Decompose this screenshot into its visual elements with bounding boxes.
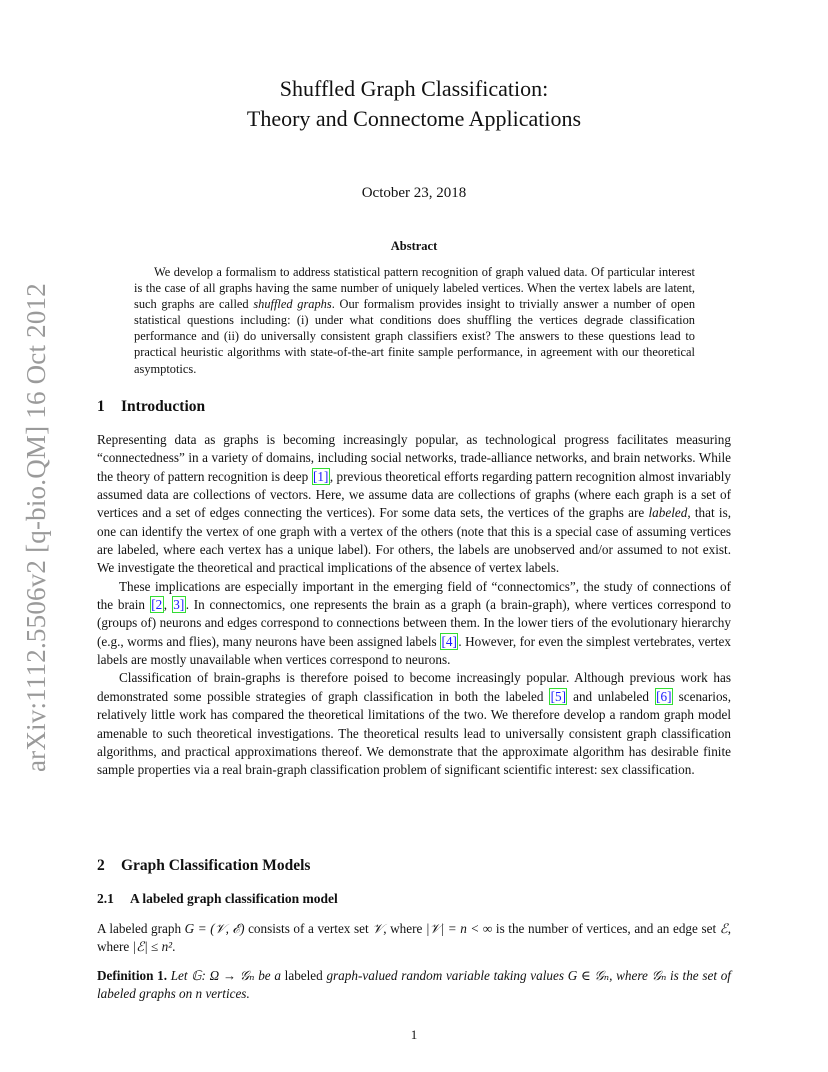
section-title: Introduction [121, 398, 206, 415]
introduction-body [97, 431, 731, 780]
text-run: is the number of vertices, and an edge set [492, 921, 720, 936]
text-run: , where [97, 921, 732, 955]
page-number: 1 [410, 1027, 418, 1042]
abstract-text [134, 264, 695, 377]
section-2-heading [97, 857, 310, 875]
citation-link[interactable]: 3] [173, 597, 185, 613]
text-run: consists of a vertex set [244, 921, 373, 936]
citation-link[interactable]: [6] [656, 688, 672, 704]
citation-link[interactable]: [5] [550, 688, 566, 704]
text-run: A labeled graph [97, 921, 185, 936]
text-run: and unlabeled [567, 688, 655, 704]
abstract-heading: Abstract [390, 239, 438, 253]
intro-paragraph-2 [97, 578, 731, 670]
definition-1 [97, 967, 731, 1004]
math: 𝒢ₙ [651, 968, 667, 983]
math: G ∈ 𝒢ₙ [567, 968, 610, 983]
labeled-graph-paragraph [97, 920, 731, 957]
math: ℰ [719, 921, 728, 936]
text-run: . [172, 939, 176, 955]
math: n [195, 986, 203, 1002]
section-1-heading [97, 398, 205, 416]
paragraph [97, 920, 731, 957]
intro-paragraph-3 [97, 669, 731, 779]
section-title: Graph Classification Models [121, 857, 311, 874]
title-line-1: Shuffled Graph Classification: [279, 76, 549, 101]
abstract-emphasis: shuffled graphs [253, 297, 332, 312]
title-line-2: Theory and Connectome Applications [246, 106, 582, 131]
section-number: 2 [97, 857, 105, 874]
section-number: 1 [97, 398, 105, 415]
subsection-2-1-heading [97, 891, 338, 907]
text-run: is the set of labeled graphs on [97, 968, 731, 1002]
abstract-text-part: We develop a formalism to address statistical pattern recognition of graph valued data. Of particular interest is the case of all graphs having the same number of uniquely labeled vertices. When the vertex labels are latent, such graphs are called [134, 265, 695, 312]
text-run: be a [254, 968, 285, 983]
subsection-number: 2.1 [97, 891, 114, 906]
text-run: These implications are especially important in the emerging field of “connectomics”, the study of connections of the brain [97, 578, 731, 613]
math: |ℰ| ≤ n² [132, 939, 173, 955]
citation-link[interactable]: [2 [151, 597, 163, 613]
arxiv-stamp: arXiv:1112.5506v2 [q-bio.QM] 16 Oct 2012 [21, 283, 51, 772]
intro-paragraph-1 [97, 431, 731, 578]
emphasis: labeled [648, 505, 688, 521]
math: |𝒱| = n < ∞ [425, 921, 493, 936]
upright-term: labeled [284, 968, 323, 983]
text-run: , previous theoretical efforts regarding pattern recognition almost invariably assumed data are collections of vectors. Here, we assume data are collections of graphs (where each graph is a set of vertices and a set of edges connecting the vertices). For some data sets, the vertices of the graphs are [97, 468, 731, 521]
text-run: graph-valued random variable taking values [322, 968, 568, 983]
text-run: Let [167, 968, 192, 983]
paper-date: October 23, 2018 [361, 185, 467, 201]
citation-link[interactable]: [1] [313, 468, 329, 484]
math: G = (𝒱, ℰ) [184, 921, 245, 936]
text-run: . In connectomics, one represents the brain as a graph (a brain-graph), where vertices correspond to (groups of) neurons and edges correspond to connections between them. In the lower tiers of the evolutionary hierarchy (e.g., worms and flies), many neurons have been assigned labels [97, 597, 731, 649]
math: 𝒱 [372, 921, 384, 936]
text-run: scenarios, relatively little work has compared the theoretical limitations of the two. We therefore develop a random graph model amenable to such theoretical investigations. The theoretical results lead to universally consistent graph classification algorithms, and practical approximations thereof. We demonstrate that the approximate algorithm has desirable finite sample properties via a real brain-graph classification problem of significant scientific interest: sex classification. [97, 688, 731, 778]
abstract-text-part: . Our formalism provides insight to trivially answer a number of open statistical questions including: (i) under what conditions does shuffling the vertices degrade classification performance and (ii) do universally consistent graph classifiers exist? The answers to these questions lead to practical heuristic algorithms with state-of-the-art finite sample performance, in agreement with our theoretical asymptotics. [134, 297, 696, 376]
text-run: Representing data as graphs is becoming increasingly popular, as technological progress facilitates measuring “connectedness” in a variety of domains, including social networks, trade-alliance networks, and brain networks. While the theory of pattern recognition is deep [97, 432, 731, 484]
text-run: . However, for even the simplest vertebrates, vertex labels are mostly unavailable when vertices correspond to neurons. [97, 633, 731, 668]
text-run: Classification of brain-graphs is therefore poised to become increasingly popular. Although previous work has demonstrated some possible strategies of graph classification in both the labeled [97, 670, 731, 704]
text-run: , where [383, 921, 426, 936]
math: 𝔾: Ω → 𝒢ₙ [191, 968, 255, 983]
subsection-title: A labeled graph classification model [130, 891, 338, 906]
text-run: , where [609, 968, 652, 983]
definition-label: Definition 1. [97, 968, 168, 983]
text-run: vertices. [202, 986, 250, 1002]
citation-separator: , [163, 597, 172, 613]
definition-statement [97, 968, 731, 1001]
citation-link[interactable]: [4] [441, 633, 457, 649]
text-run: , that is, one can identify the vertex of one graph with a vertex of the others (note that this is a special case of assuming vertices are labeled, where each vertex has a unique label). For others, the labels are unobserved and/or assumed to not exist. We investigate the theoretical and practical implications of the absence of vertex labels. [97, 505, 731, 576]
